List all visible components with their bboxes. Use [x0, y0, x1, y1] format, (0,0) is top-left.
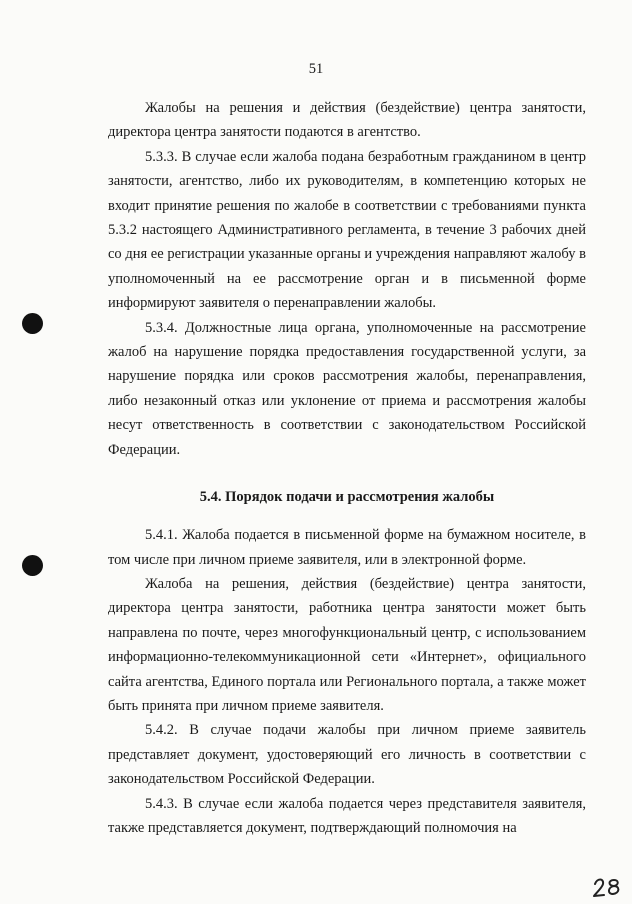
paragraph-5-4-1: 5.4.1. Жалоба подается в письменной форме на бумажном носителе, в том числе при личном приеме заявителя, или в электронной форме. — [108, 527, 586, 568]
paragraph-5-4-2: 5.4.2. В случае подачи жалобы при личном приеме заявитель представляет документ, удостоверяющий его личность в соответствии с законодательством Российской Федерации. — [108, 722, 586, 788]
punch-hole-top — [22, 313, 43, 334]
handwritten-page-mark — [592, 876, 622, 898]
paragraph-complaints-agency: Жалобы на решения и действия (бездействие) центра занятости, директора центра занятости подаются в агентство. — [108, 100, 586, 141]
paragraph-5-4-3: 5.4.3. В случае если жалоба подается через представителя заявителя, также представляется документ, подтверждающий полномочия на — [108, 795, 586, 836]
paragraph-5-3-4: 5.3.4. Должностные лица органа, уполномоченные на рассмотрение жалоб на нарушение порядка предоставления государственной услуги, за нарушение порядка или сроков рассмотрения жалобы, перенаправления, либо незаконный отказ или уклонение от приема и рассмотрения жалобы несут ответственность в соответствии с законодательством Российской Федерации. — [108, 319, 586, 458]
paragraph-5-3-3: 5.3.3. В случае если жалоба подана безработным гражданином в центр занятости, агентство, либо их руководителям, в компетенцию которых не входит принятие решения по жалобе в соответствии с требованиями пункта 5.3.2 настоящего Административного регламента, в течение 3 рабочих дней со дня ее регистрации указанные органы и учреждения направляют жалобу в уполномоченный на ее рассмотрение орган и в письменной форме информируют заявителя о перенаправлении жалобы. — [108, 148, 586, 312]
punch-hole-bottom — [22, 555, 43, 576]
paragraph-complaint-channels: Жалоба на решения, действия (бездействие) центра занятости, директора центра занятости, работника центра занятости может быть направлена по почте, через многофункциональный центр, с использованием информационно-телекоммуникационной сети «Интернет», официального сайта агентства, Единого портала или Регионального портала, а также может быть принята при личном приеме заявителя. — [108, 575, 586, 714]
document-body — [108, 96, 586, 840]
page-number: 51 — [308, 61, 324, 77]
section-heading-5-4: 5.4. Порядок подачи и рассмотрения жалобы — [199, 489, 495, 506]
